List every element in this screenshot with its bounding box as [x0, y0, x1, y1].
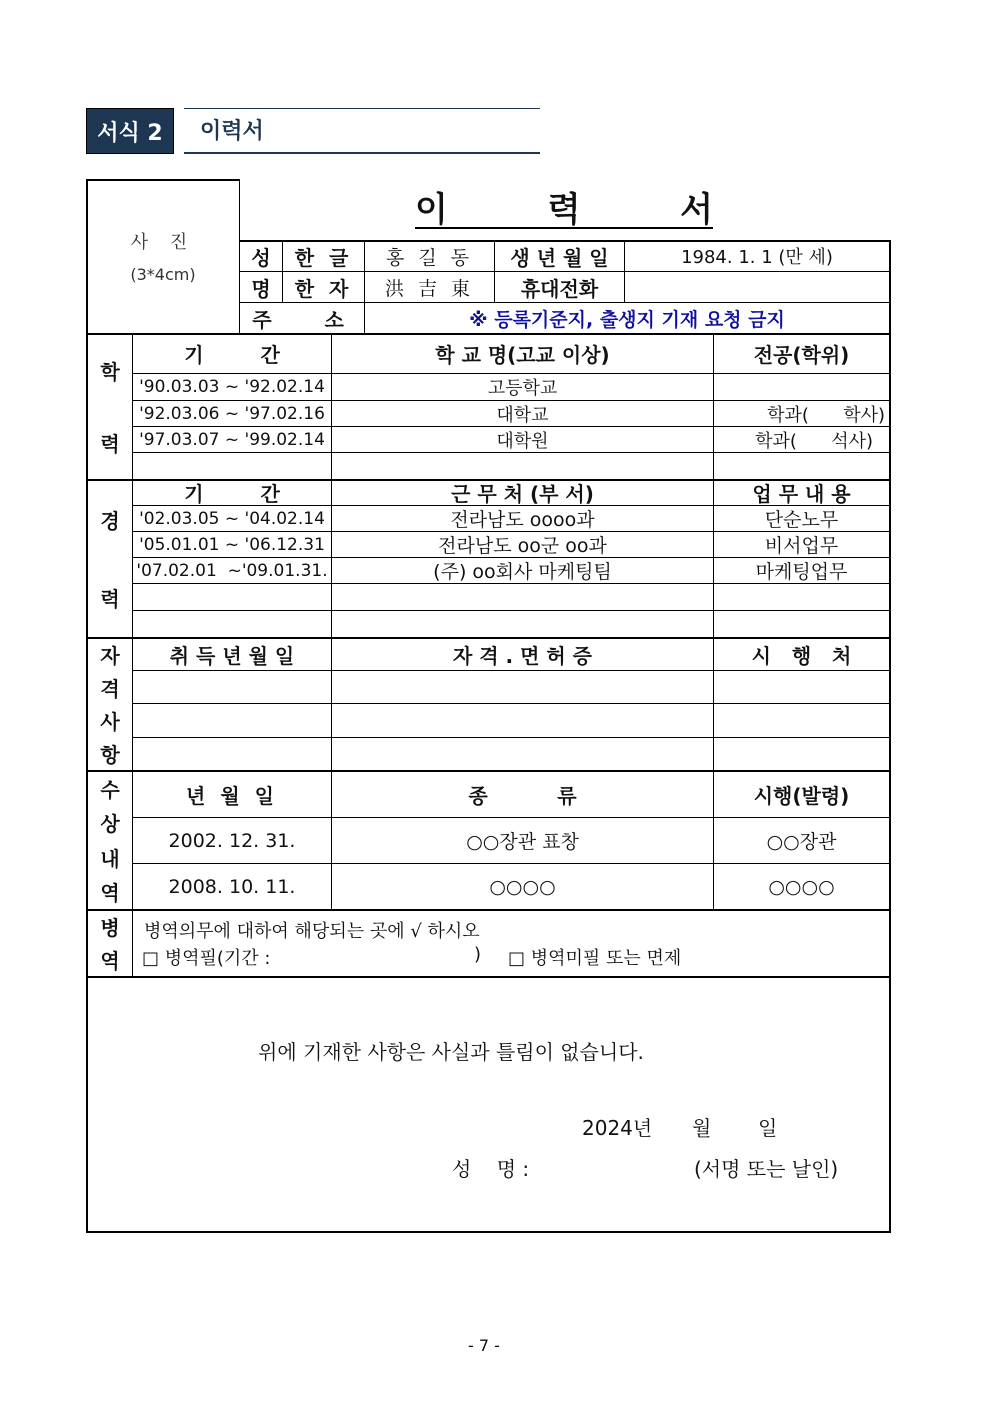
career-row5-period[interactable] — [133, 611, 331, 637]
education-row1-major[interactable] — [714, 374, 889, 400]
line — [86, 909, 891, 911]
awards-header-date: 년 월 일 — [186, 783, 278, 808]
license-row1-date[interactable] — [133, 671, 331, 703]
career-header-period: 기 간 — [184, 482, 280, 506]
declaration-year[interactable]: 2024년 — [582, 1116, 653, 1140]
awards-header-issuer: 시행(발령) — [753, 783, 850, 808]
title-bottom-rule — [184, 152, 540, 154]
career-row1-period[interactable]: '02.03.05 ~ '04.02.14 — [139, 508, 325, 529]
awards-header-kind: 종 류 — [468, 783, 577, 808]
frame-bottom — [86, 1231, 891, 1233]
name-group-char-2: 명 — [251, 277, 271, 301]
military-option-completed[interactable]: □ 병역필(기간 : — [142, 948, 271, 969]
license-side-char-2: 격 — [100, 677, 120, 701]
education-row2-major[interactable]: 학과( 학사) — [767, 404, 885, 426]
license-row3-name[interactable] — [332, 738, 713, 770]
name-group-label — [240, 241, 282, 303]
signature-label: 성 명 : — [452, 1157, 530, 1181]
hangul-name-value[interactable]: 홍 길 동 — [385, 246, 474, 269]
doc-title-char-2: 력 — [547, 189, 581, 230]
education-row4-school[interactable] — [332, 453, 713, 479]
awards-row2-kind[interactable]: ○○○○ — [489, 875, 556, 898]
awards-row2-issuer[interactable]: ○○○○ — [768, 875, 835, 898]
awards-row1-kind[interactable]: ○○장관 표창 — [466, 831, 579, 853]
career-row4-place[interactable] — [332, 584, 713, 610]
career-row3-place[interactable]: (주) oo회사 마케팅팀 — [433, 561, 612, 583]
awards-side-char-2: 상 — [100, 812, 120, 837]
license-row1-issuer[interactable] — [714, 671, 889, 703]
license-row1-name[interactable] — [332, 671, 713, 703]
license-row2-date[interactable] — [133, 704, 331, 737]
license-header-issuer: 시 행 처 — [751, 643, 852, 668]
birth-date-label: 생 년 월 일 — [510, 245, 609, 270]
education-header-major: 전공(학위) — [753, 343, 850, 367]
frame-top-photo — [86, 179, 239, 181]
awards-side-char-4: 역 — [100, 881, 120, 906]
license-header-name: 자 격 . 면 허 증 — [452, 643, 592, 668]
phone-value[interactable] — [625, 272, 889, 302]
education-header-school: 학 교 명(고교 이상) — [435, 343, 610, 367]
awards-row1-date[interactable]: 2002. 12. 31. — [168, 829, 296, 852]
form-number-badge: 서식 2 — [86, 108, 174, 154]
birth-date-value[interactable]: 1984. 1. 1 (만 세) — [681, 247, 833, 268]
military-option-exempt[interactable]: □ 병역미필 또는 면제 — [508, 948, 682, 969]
phone-label: 휴대전화 — [520, 276, 599, 301]
career-row2-place[interactable]: 전라남도 oo군 oo과 — [438, 535, 607, 557]
license-side-label — [88, 638, 132, 770]
career-row4-duty[interactable] — [714, 584, 889, 610]
career-row1-duty[interactable]: 단순노무 — [764, 509, 839, 531]
hanja-name-value[interactable]: 洪 吉 東 — [384, 277, 475, 300]
name-group-char-1: 성 — [251, 246, 271, 270]
license-side-char-4: 항 — [100, 743, 120, 767]
awards-side-label — [88, 771, 132, 909]
military-side-char-1: 병 — [100, 916, 120, 940]
declaration-month[interactable]: 월 — [692, 1116, 712, 1140]
doc-title — [415, 186, 713, 230]
military-instruction: 병역의무에 대하여 해당되는 곳에 √ 하시오 — [144, 921, 480, 942]
career-row4-period[interactable] — [133, 584, 331, 610]
military-side-label — [88, 910, 132, 976]
hangul-name-label: 한 글 — [294, 245, 353, 270]
form-title: 이력서 — [200, 119, 264, 144]
page-number: - 7 - — [468, 1336, 500, 1355]
career-row5-place[interactable] — [332, 611, 713, 637]
military-option-completed-close: ) — [474, 944, 482, 965]
awards-row1-issuer[interactable]: ○○장관 — [766, 831, 837, 853]
address-label: 주 소 — [252, 307, 352, 332]
frame-right — [889, 240, 891, 1232]
declaration-day[interactable]: 일 — [758, 1116, 778, 1140]
photo-size: (3*4cm) — [130, 264, 196, 284]
career-header-place: 근 무 처 (부 서) — [451, 482, 594, 506]
license-header-date: 취 득 년 월 일 — [169, 643, 295, 668]
awards-row2-date[interactable]: 2008. 10. 11. — [168, 875, 296, 898]
education-row2-period[interactable]: '92.03.06 ~ '97.02.16 — [139, 403, 325, 424]
career-side-label — [88, 480, 132, 637]
military-side-char-2: 역 — [100, 949, 120, 973]
hanja-name-label: 한 자 — [294, 276, 353, 301]
education-row4-major[interactable] — [714, 453, 889, 479]
license-row2-issuer[interactable] — [714, 704, 889, 737]
education-side-label — [88, 334, 132, 479]
address-note[interactable]: ※ 등록기준지, 출생지 기재 요청 금지 — [469, 308, 785, 331]
education-row1-school[interactable]: 고등학교 — [487, 378, 558, 399]
education-row3-period[interactable]: '97.03.07 ~ '99.02.14 — [139, 429, 325, 450]
doc-title-char-3: 서 — [680, 189, 713, 230]
awards-side-char-3: 내 — [100, 846, 120, 871]
education-side-char-2: 력 — [100, 432, 120, 457]
signature-hint[interactable]: (서명 또는 날인) — [694, 1157, 839, 1181]
education-row3-major[interactable]: 학과( 석사) — [755, 430, 873, 452]
doc-title-char-1: 이 — [415, 189, 448, 230]
education-row1-period[interactable]: '90.03.03 ~ '92.02.14 — [139, 377, 325, 397]
declaration-statement: 위에 기재한 사항은 사실과 틀림이 없습니다. — [258, 1040, 644, 1064]
awards-side-char-1: 수 — [100, 777, 120, 802]
education-row3-school[interactable]: 대학원 — [496, 430, 549, 452]
license-row2-name[interactable] — [332, 704, 713, 737]
career-header-duty: 업 무 내 용 — [752, 482, 851, 506]
career-side-char-2: 력 — [100, 587, 120, 612]
career-row3-period[interactable]: '07.02.01 ~'09.01.31. — [136, 560, 328, 581]
title-top-rule — [184, 108, 540, 109]
education-side-char-1: 학 — [100, 359, 120, 384]
license-side-char-1: 자 — [100, 644, 120, 668]
career-side-char-1: 경 — [100, 508, 120, 533]
line — [86, 976, 891, 978]
education-row2-school[interactable]: 대학교 — [496, 404, 549, 426]
education-row4-period[interactable] — [133, 453, 331, 479]
career-row5-duty[interactable] — [714, 611, 889, 637]
photo-label: 사 진 — [130, 232, 196, 253]
education-header-period: 기 간 — [184, 343, 280, 367]
career-row1-place[interactable]: 전라남도 oooo과 — [450, 509, 595, 531]
career-row3-duty[interactable]: 마케팅업무 — [755, 561, 848, 583]
license-side-char-3: 사 — [100, 710, 120, 734]
career-row2-period[interactable]: '05.01.01 ~ '06.12.31 — [139, 534, 325, 555]
license-row3-date[interactable] — [133, 738, 331, 770]
career-row2-duty[interactable]: 비서업무 — [764, 535, 839, 557]
license-row3-issuer[interactable] — [714, 738, 889, 770]
